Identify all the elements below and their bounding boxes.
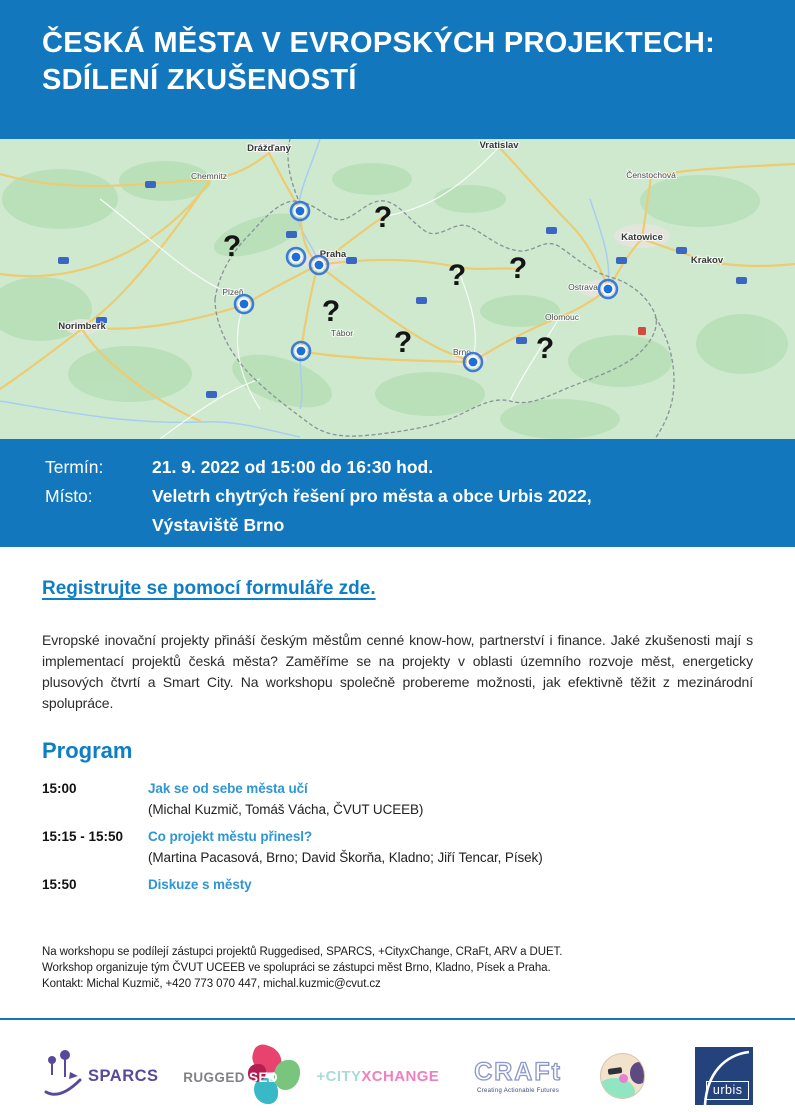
sparcs-icon: [42, 1050, 84, 1102]
footer-note-organizer: Workshop organizuje tým ČVUT UCEEB ve spolupráci se zástupci měst Brno, Kladno, Písek a Praha.: [42, 962, 551, 974]
page-title-line2: SDÍLENÍ ZKUŠENOSTÍ: [42, 64, 357, 96]
map-city-label: Krakov: [690, 255, 724, 266]
map-question-mark: ?: [393, 326, 413, 359]
map-city-label: Drážďany: [247, 143, 291, 154]
cityxchange-logo: [316, 1067, 440, 1085]
page-title-line1: ČESKÁ MĚSTA V EVROPSKÝCH PROJEKTECH:: [42, 27, 716, 59]
program-row-1: [42, 778, 753, 820]
program-entry-3: [148, 874, 753, 895]
map-city-label: Olomouc: [544, 312, 580, 322]
map-svg: [0, 139, 795, 439]
craft-logo-label: CRAFt: [474, 1058, 562, 1086]
ruggedised-label-gray: RUGGED: [183, 1070, 245, 1085]
program-title-1: Jak se od sebe města učí: [148, 781, 308, 796]
registration-link[interactable]: Registrujte se pomocí formuláře zde.: [42, 578, 376, 599]
map-city-label: Chemnitz: [191, 171, 227, 181]
footer-note-contact: Kontakt: Michal Kuzmič, +420 773 070 447, michal.kuzmic@cvut.cz: [42, 978, 381, 990]
map-city-label: Čenstochová: [626, 170, 676, 180]
ruggedised-logo: [183, 1046, 300, 1106]
ruggedised-splat-green: [274, 1060, 300, 1090]
craft-logo: [458, 1058, 577, 1094]
page-title: [42, 25, 753, 99]
map-city-label: Vratislav: [479, 140, 519, 151]
arv-badge-purple-blob: [630, 1062, 645, 1084]
map-city-label: Katowice: [621, 232, 663, 243]
sparcs-logo-label: SPARCS: [88, 1066, 159, 1085]
map-city-label: Brno: [453, 347, 471, 357]
map-city-label: Plzeň: [222, 287, 244, 297]
program-row-2: [42, 826, 753, 868]
program-time-2: 15:15 - 15:50: [42, 829, 124, 844]
event-place-value-line1: Veletrh chytrých řešení pro města a obce Urbis 2022,: [152, 486, 592, 506]
program-heading: Program: [42, 738, 133, 763]
footer-notes: [42, 944, 753, 992]
urbis-logo: [695, 1047, 753, 1105]
arv-badge-glasses: [607, 1067, 622, 1075]
program-entry-1: [148, 778, 753, 820]
map-question-mark: ?: [373, 201, 393, 234]
event-date-value: 21. 9. 2022 od 15:00 do 16:30 hod.: [152, 457, 434, 477]
cityxchange-suffix: XCHANGE: [361, 1067, 440, 1085]
arv-badge-mint-blob: [600, 1078, 635, 1099]
map-question-mark: ?: [447, 259, 467, 292]
event-date-label: Termín:: [45, 457, 104, 477]
craft-logo-tagline: Creating Actionable Futures: [477, 1088, 560, 1094]
footer-divider: [0, 1018, 795, 1020]
ruggedised-label-white: ISED: [244, 1070, 278, 1085]
program-title-3: Diskuze s městy: [148, 877, 252, 892]
program-speakers-2: (Martina Pacasová, Brno; David Škorňa, Kladno; Jiří Tencar, Písek): [148, 850, 543, 865]
program-row-3: [42, 874, 753, 895]
program-time-3: 15:50: [42, 877, 77, 892]
program-title-2: Co projekt městu přinesl?: [148, 829, 313, 844]
map-question-mark: ?: [222, 230, 242, 263]
map-question-mark: ?: [508, 252, 528, 285]
map-city-label: Tábor: [330, 328, 354, 338]
description-paragraph: Evropské inovační projekty přináší českým městům cenné know-how, partnerství i finance. Jaké zkušenosti mají s implementací projektů česká města? Zaměříme se na projekty v oblasti územního rozvoje měst, energeticky plusových čtvrtí a Smart City. Na workshopu společně probereme možnosti, jak efektivně těžit z mezinárodní spolupráce.: [42, 632, 753, 711]
cityxchange-prefix: +CITY: [316, 1067, 362, 1085]
header-banner: [0, 0, 795, 137]
event-place-label: Místo:: [45, 486, 93, 506]
map-city-label: Norimberk: [58, 321, 106, 332]
event-details-grid: [45, 454, 753, 538]
urbis-logo-label: urbis: [706, 1081, 749, 1100]
arv-badge-logo: [600, 1053, 646, 1099]
map-question-mark: ?: [321, 295, 341, 328]
arv-badge-pink-dot: [619, 1074, 628, 1083]
program-list: [42, 778, 753, 895]
event-place-spacer: [45, 512, 152, 538]
program-entry-2: [148, 826, 753, 868]
event-details-band: [0, 439, 795, 547]
map-city-label: Praha: [319, 249, 347, 260]
program-speakers-1: (Michal Kuzmič, Tomáš Vácha, ČVUT UCEEB): [148, 802, 424, 817]
partner-logos-row: [42, 1040, 753, 1112]
ruggedised-logo-label: [183, 1070, 278, 1085]
map-section: [0, 137, 795, 439]
event-place-value-line2: Výstaviště Brno: [152, 515, 285, 535]
footer-note-projects: Na workshopu se podílejí zástupci projektů Ruggedised, SPARCS, +CityxChange, CRaFt, ARV a DUET.: [42, 946, 563, 958]
program-time-1: 15:00: [42, 781, 77, 796]
main-content: [0, 547, 795, 1112]
map-city-label: Ostrava: [568, 282, 598, 292]
sparcs-logo: [42, 1050, 159, 1102]
map-question-mark: ?: [535, 332, 555, 365]
